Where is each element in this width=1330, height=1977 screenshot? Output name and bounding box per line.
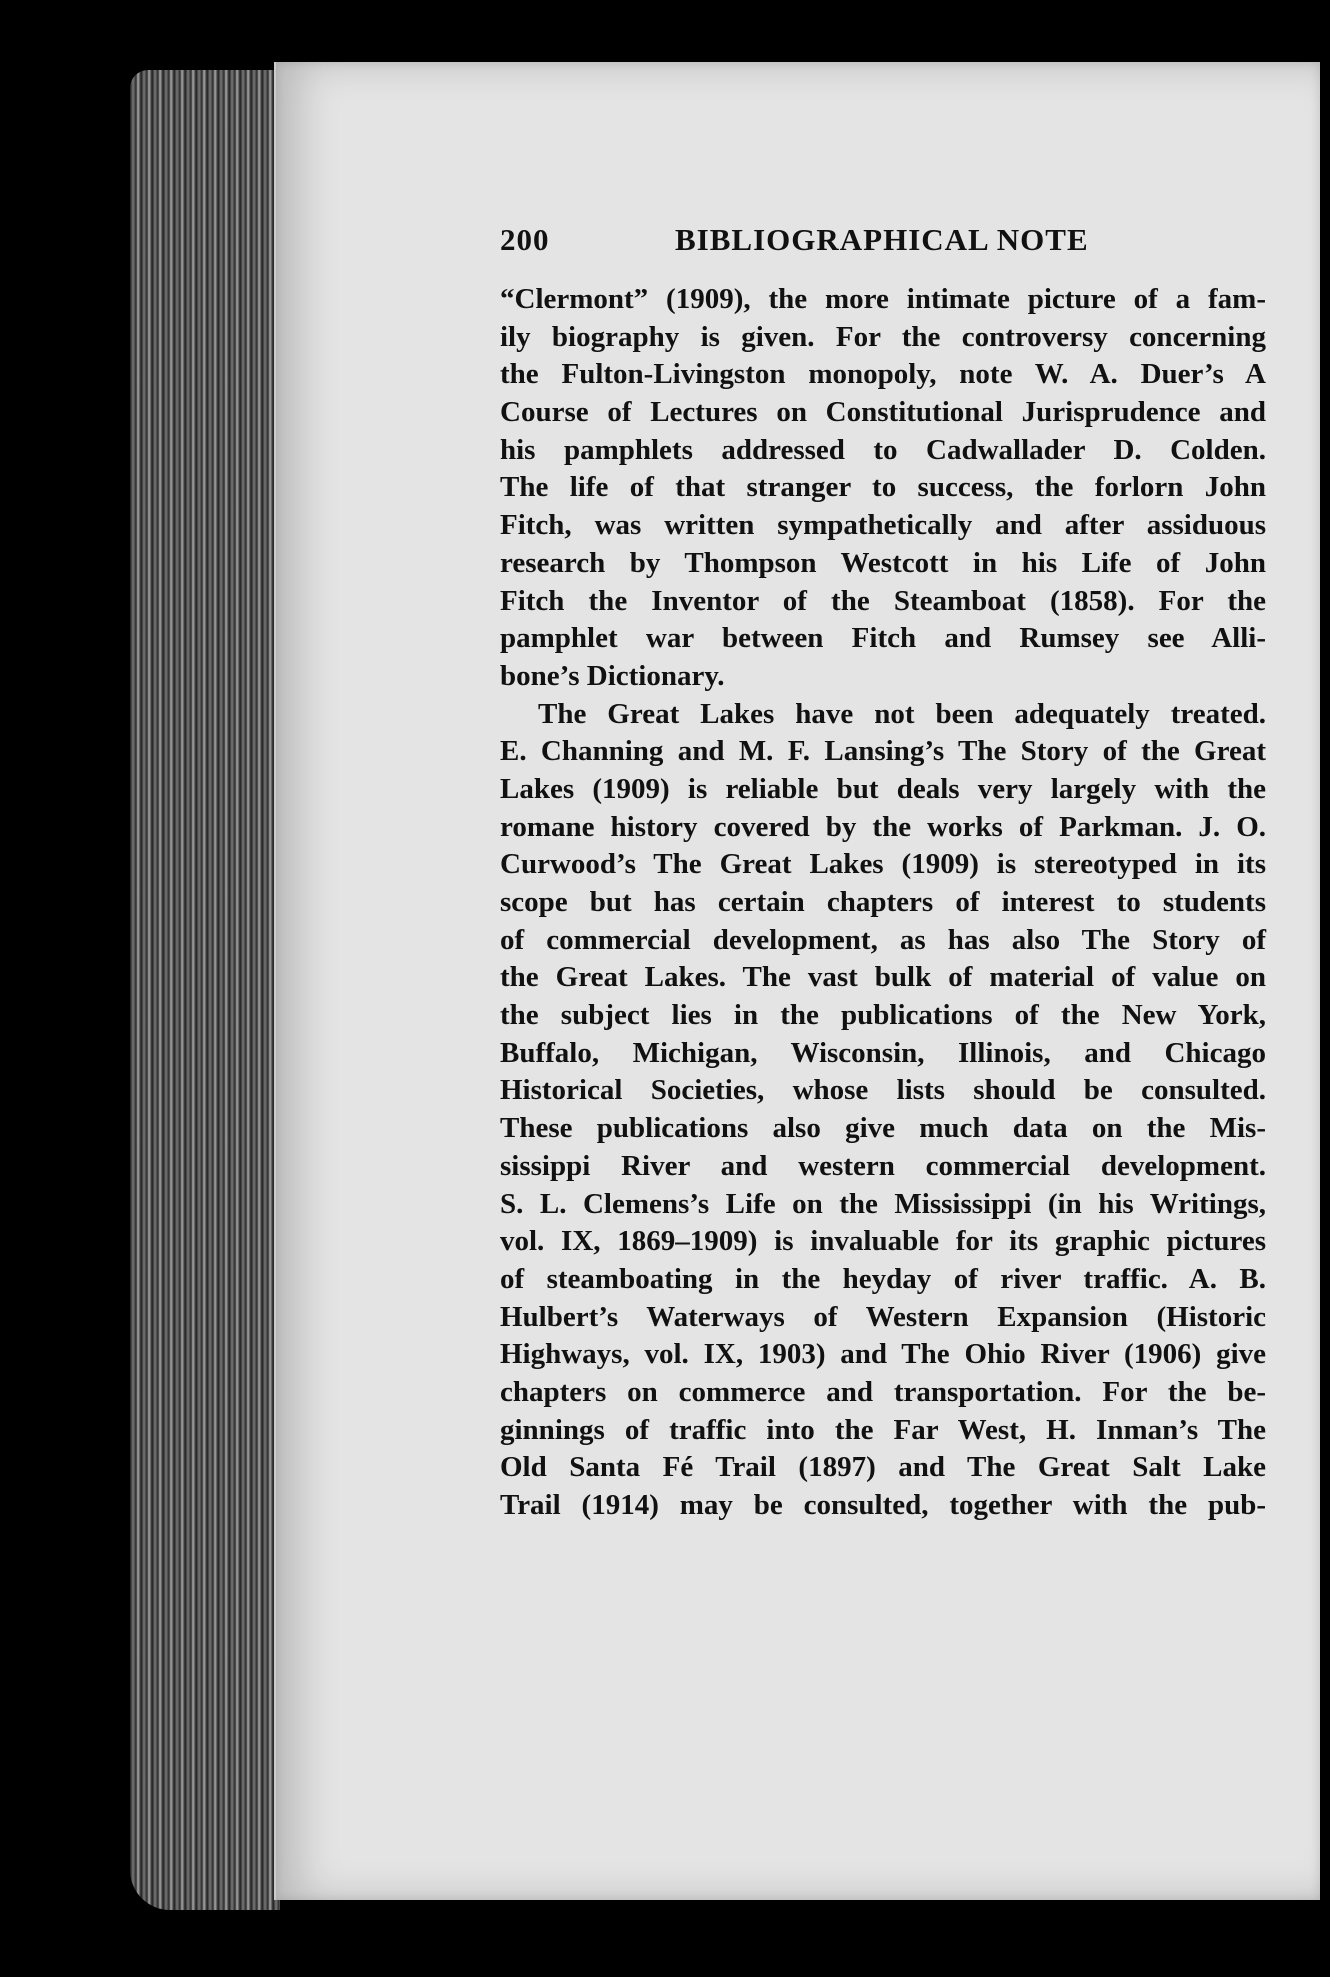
book-page bbox=[274, 62, 1320, 1900]
page-number: 200 bbox=[500, 222, 550, 257]
text-line: sissippi River and western commercial development. bbox=[500, 1149, 1266, 1182]
text-line: ily biography is given. For the controversy concerning bbox=[500, 320, 1266, 353]
text-line: Lakes (1909) is reliable but deals very largely with the bbox=[500, 772, 1266, 805]
book-page-edges bbox=[130, 70, 280, 1910]
text-line: “Clermont” (1909), the more intimate picture of a fam- bbox=[500, 283, 1266, 315]
text-line: S. L. Clemens’s Life on the Mississippi (in his Writings, bbox=[500, 1187, 1266, 1220]
text-line: vol. IX, 1869–1909) is invaluable for its graphic pictures bbox=[500, 1225, 1266, 1258]
text-line: the Fulton-Livingston monopoly, note W. A. Duer’s A bbox=[500, 358, 1266, 391]
text-line: Fitch, was written sympathetically and after assiduous bbox=[500, 509, 1266, 542]
text-line: Highways, vol. IX, 1903) and The Ohio River (1906) give bbox=[500, 1338, 1266, 1371]
text-line: Trail (1914) may be consulted, together with the pub- bbox=[500, 1489, 1266, 1521]
text-line: The life of that stranger to success, the forlorn John bbox=[500, 471, 1266, 504]
text-line: of steamboating in the heyday of river traffic. A. B. bbox=[500, 1262, 1266, 1295]
text-line: the subject lies in the publications of the New York, bbox=[500, 999, 1266, 1032]
running-head: BIBLIOGRAPHICAL NOTE bbox=[675, 222, 1089, 257]
text-line: These publications also give much data on the Mis- bbox=[500, 1112, 1266, 1145]
text-line: research by Thompson Westcott in his Life of John bbox=[500, 546, 1266, 579]
text-line: chapters on commerce and transportation. For the be- bbox=[500, 1375, 1266, 1408]
text-line: Hulbert’s Waterways of Western Expansion (Historic bbox=[500, 1300, 1266, 1333]
text-line: of commercial development, as has also The Story of bbox=[500, 923, 1266, 956]
text-line: ginnings of traffic into the Far West, H. Inman’s The bbox=[500, 1413, 1266, 1446]
text-line: Curwood’s The Great Lakes (1909) is stereotyped in its bbox=[500, 848, 1266, 881]
text-line: the Great Lakes. The vast bulk of material of value on bbox=[500, 961, 1266, 994]
text-line: Fitch the Inventor of the Steamboat (1858). For the bbox=[500, 584, 1266, 617]
text-line: bone’s Dictionary. bbox=[500, 659, 725, 692]
text-line: Course of Lectures on Constitutional Jurisprudence and bbox=[500, 396, 1266, 429]
text-line: his pamphlets addressed to Cadwallader D. Colden. bbox=[500, 433, 1266, 466]
text-line: Old Santa Fé Trail (1897) and The Great Salt Lake bbox=[500, 1451, 1266, 1484]
body-text bbox=[500, 281, 1266, 1525]
text-line: E. Channing and M. F. Lansing’s The Story of the Great bbox=[500, 735, 1266, 768]
text-line: romane history covered by the works of Parkman. J. O. bbox=[500, 810, 1266, 843]
text-line: scope but has certain chapters of interest to students bbox=[500, 886, 1266, 918]
page-header bbox=[500, 222, 1200, 272]
text-line: pamphlet war between Fitch and Rumsey see Alli- bbox=[500, 622, 1266, 655]
text-line: The Great Lakes have not been adequately treated. bbox=[538, 697, 1266, 730]
text-line: Buffalo, Michigan, Wisconsin, Illinois, and Chicago bbox=[500, 1036, 1266, 1069]
text-line: Historical Societies, whose lists should be consulted. bbox=[500, 1074, 1266, 1107]
